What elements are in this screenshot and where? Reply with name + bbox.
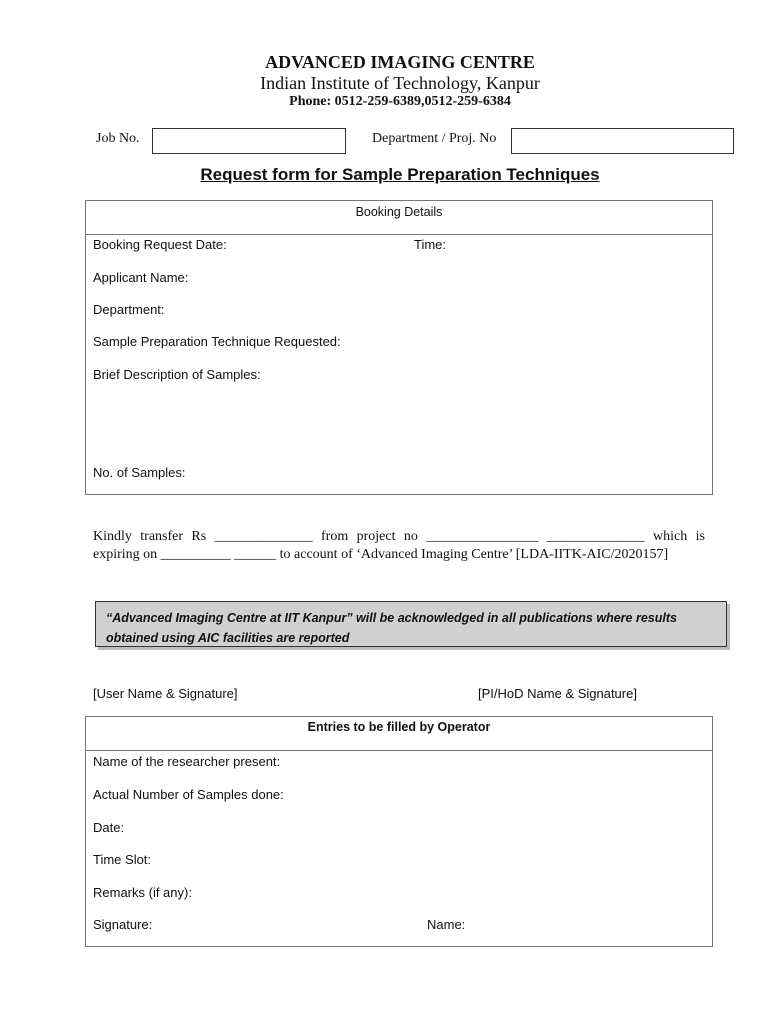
department-label: Department: <box>93 302 165 317</box>
job-no-label: Job No. <box>96 131 140 146</box>
applicant-name-label: Applicant Name: <box>93 270 189 285</box>
operator-entries-header: Entries to be filled by Operator <box>86 717 712 751</box>
sample-description-label: Brief Description of Samples: <box>93 367 261 382</box>
researcher-present-label: Name of the researcher present: <box>93 754 281 769</box>
booking-details-table <box>85 200 713 495</box>
technique-requested-label: Sample Preparation Technique Requested: <box>93 334 341 349</box>
remarks-label: Remarks (if any): <box>93 885 192 900</box>
booking-request-date-label: Booking Request Date: <box>93 237 227 252</box>
operator-signature-label: Signature: <box>93 917 153 932</box>
acknowledgement-text: “Advanced Imaging Centre at IIT Kanpur” will be acknowledged in all publications where results obtained using AIC facilities are reported <box>106 611 677 645</box>
time-slot-label: Time Slot: <box>93 852 152 867</box>
number-of-samples-label: No. of Samples: <box>93 465 186 480</box>
operator-name-label: Name: <box>427 917 466 932</box>
department-proj-field[interactable] <box>511 128 734 154</box>
department-proj-label: Department / Proj. No <box>372 131 497 146</box>
operator-date-label: Date: <box>93 820 125 835</box>
form-heading: Request form for Sample Preparation Techniques <box>200 165 600 184</box>
samples-done-label: Actual Number of Samples done: <box>93 787 284 802</box>
acknowledgement-box <box>95 601 727 647</box>
pi-hod-signature-label: [PI/HoD Name & Signature] <box>478 686 637 701</box>
user-signature-label: [User Name & Signature] <box>93 686 238 701</box>
phone-numbers: Phone: 0512-259-6389,0512-259-6384 <box>289 94 511 109</box>
fund-transfer-text: Kindly transfer Rs ______________ from project no ________________ ______________ which is expiring on __________ ______ to account of ‘Advanced Imaging Centre’ [LDA-IITK-AIC/2020157] <box>93 529 705 562</box>
booking-details-header: Booking Details <box>86 201 712 235</box>
job-no-field[interactable] <box>152 128 346 154</box>
centre-title: ADVANCED IMAGING CENTRE <box>265 52 535 72</box>
operator-entries-table <box>85 716 713 947</box>
institute-name: Indian Institute of Technology, Kanpur <box>260 73 540 93</box>
time-label: Time: <box>414 237 447 252</box>
